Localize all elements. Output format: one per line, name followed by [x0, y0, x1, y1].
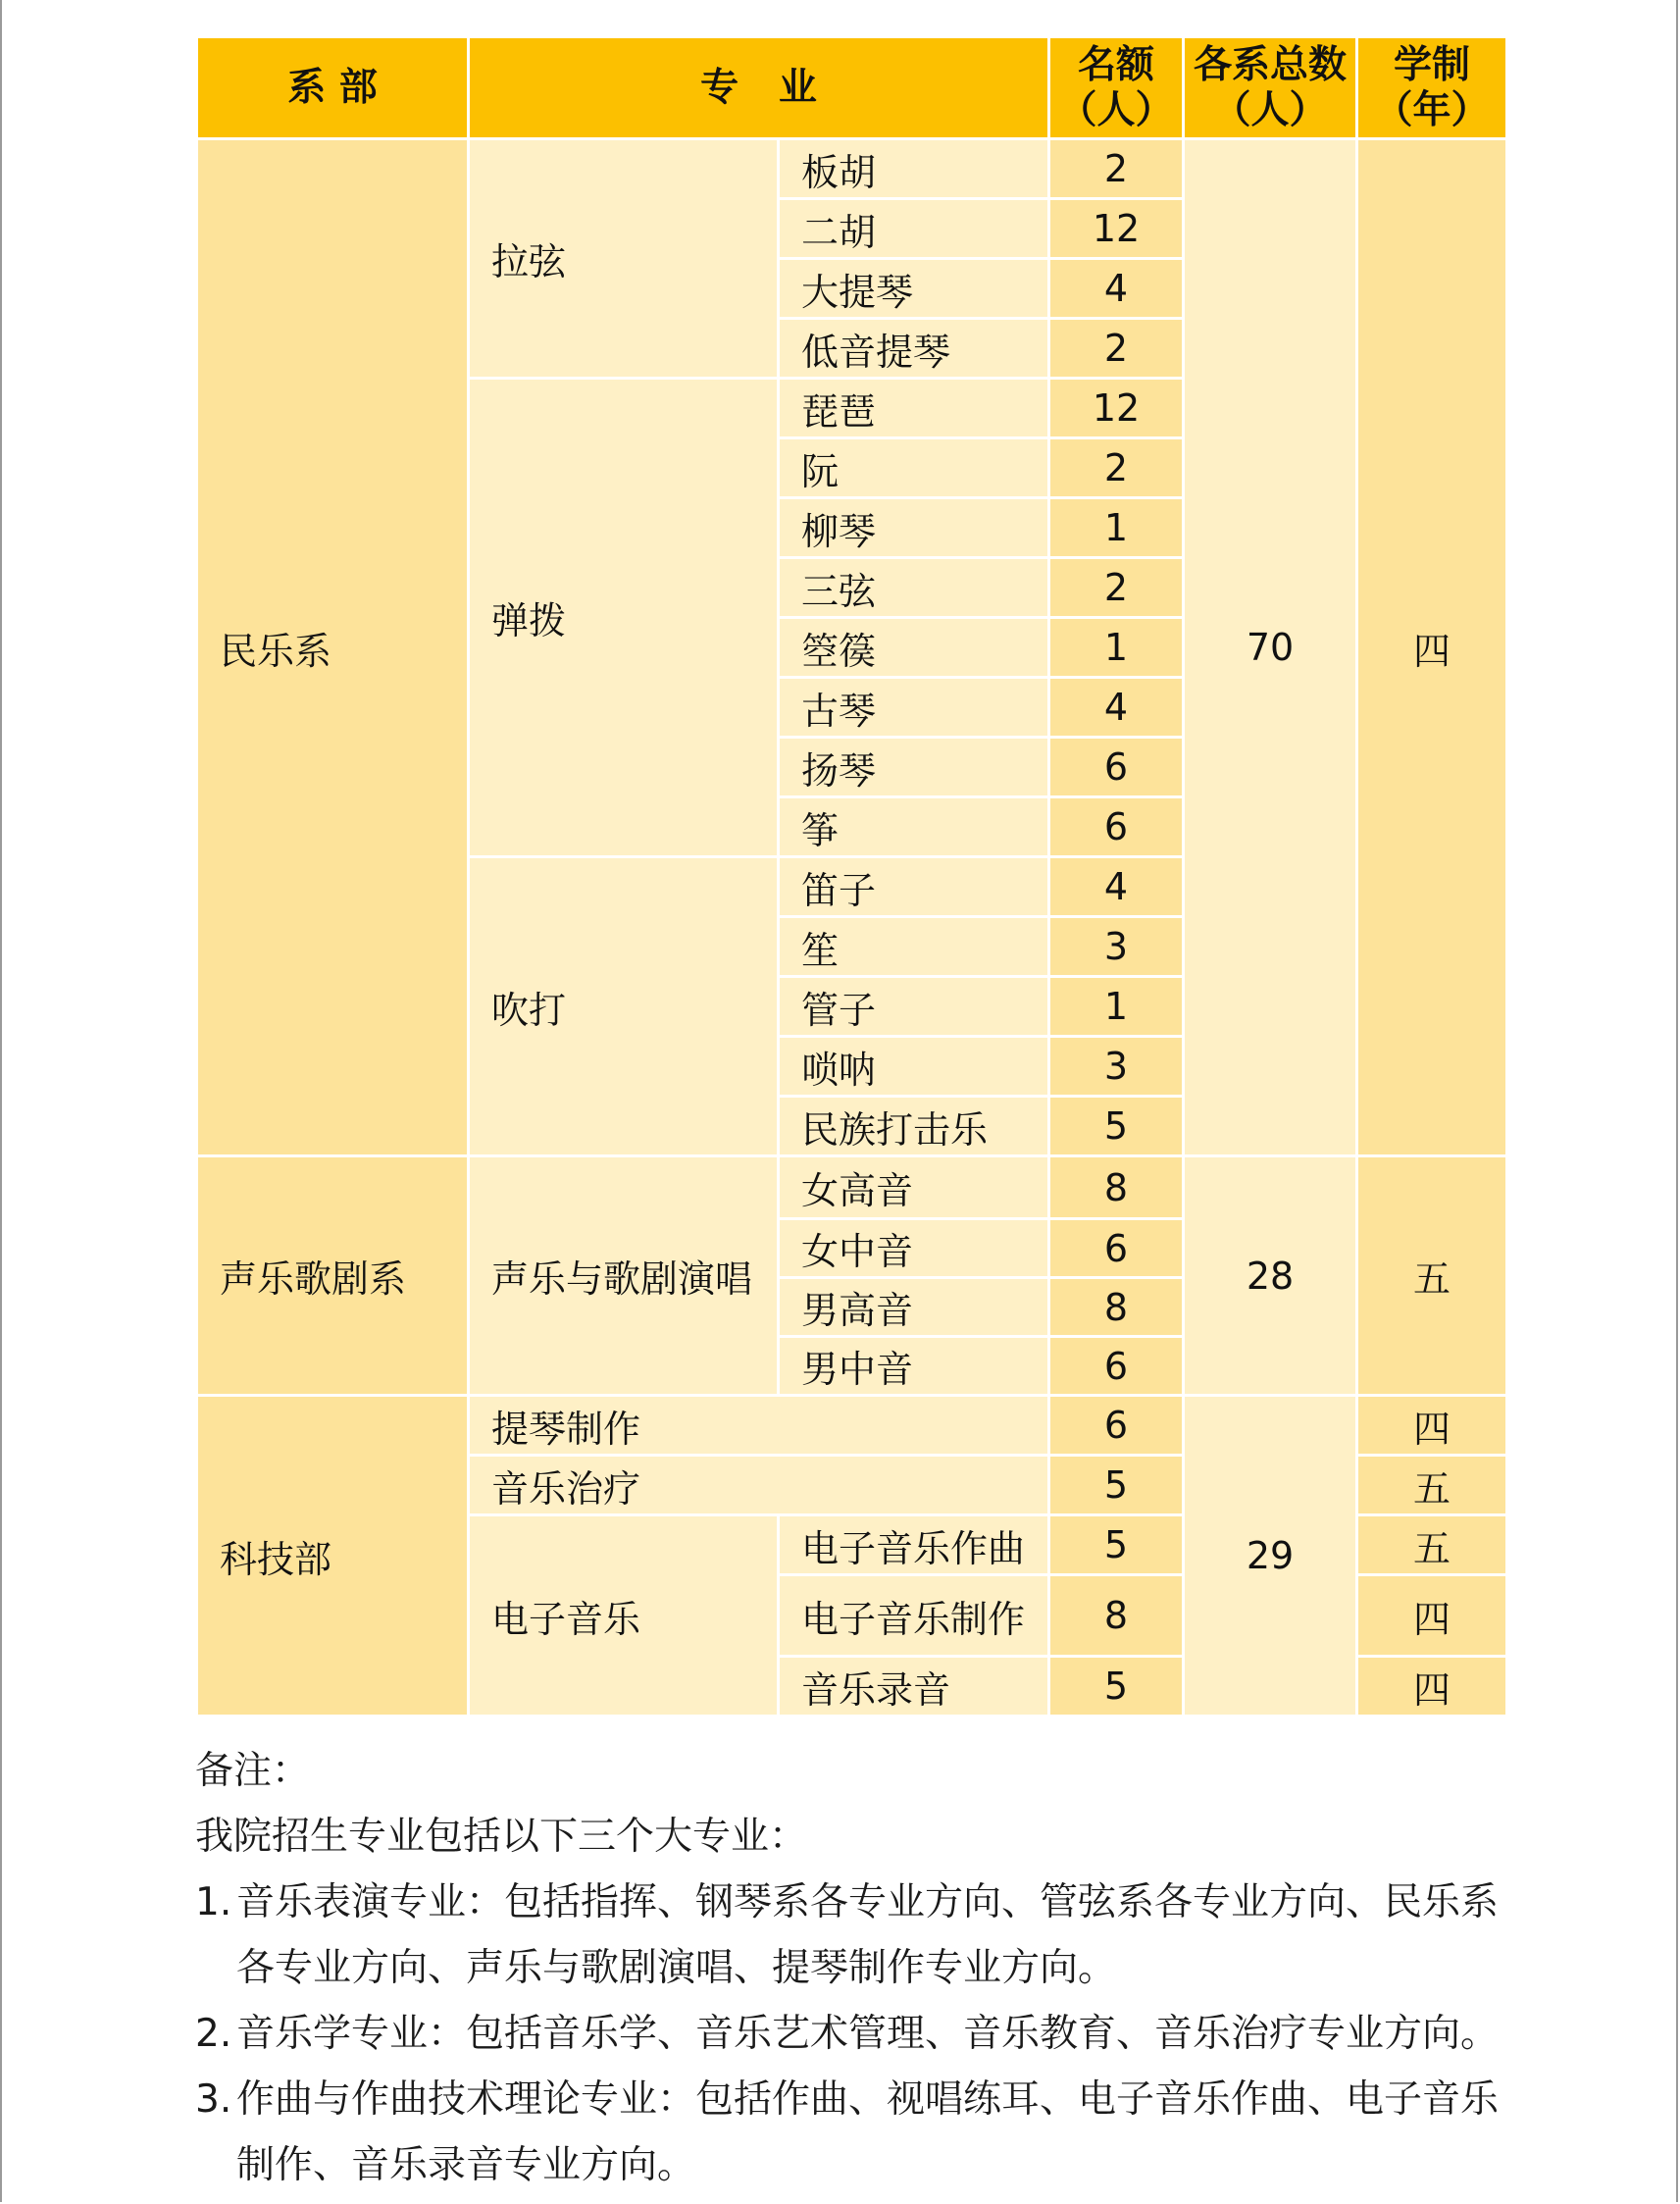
years-cell-minyue: 四: [1357, 139, 1507, 1156]
sub-cell: 扬琴: [779, 738, 1049, 797]
sub-cell: 低音提琴: [779, 319, 1049, 379]
quota-cell: 6: [1049, 1337, 1184, 1396]
header-quota-line1: 名额: [1078, 42, 1155, 87]
dept-cell-minyue: 民乐系: [197, 139, 469, 1156]
dept-cell-keji: 科技部: [197, 1396, 469, 1717]
total-cell-shengyue: 28: [1184, 1156, 1357, 1396]
header-total-line1: 各系总数: [1194, 42, 1348, 87]
total-cell-minyue: 70: [1184, 139, 1357, 1156]
total-cell-keji: 29: [1184, 1396, 1357, 1717]
quota-cell: 6: [1049, 1219, 1184, 1278]
header-total: [1184, 37, 1357, 139]
notes-item-number: 1.: [195, 1880, 232, 1924]
sub-cell: 管子: [779, 977, 1049, 1037]
quota-cell: 5: [1049, 1097, 1184, 1156]
header-years-line1: 学制: [1394, 42, 1471, 87]
header-total-line2: （人）: [1212, 87, 1328, 132]
sub-cell: 柳琴: [779, 498, 1049, 558]
admissions-table: [195, 35, 1508, 1717]
notes-item-text: 作曲与作曲技术理论专业：包括作曲、视唱练耳、电子音乐作曲、电子音乐制作、音乐录音专业方向。: [236, 2077, 1500, 2187]
major-cell-laxian: 拉弦: [469, 139, 779, 379]
sub-cell: 大提琴: [779, 259, 1049, 319]
notes-item: [195, 2067, 1529, 2198]
header-row: [197, 37, 1507, 139]
notes-section: [195, 1738, 1529, 2198]
quota-cell: 2: [1049, 319, 1184, 379]
quota-cell: 3: [1049, 1037, 1184, 1097]
years-cell: 四: [1357, 1575, 1507, 1657]
table-row: [197, 139, 1507, 199]
years-cell: 四: [1357, 1657, 1507, 1717]
notes-item: [195, 1870, 1529, 2001]
quota-cell: 12: [1049, 199, 1184, 259]
header-major: 专 业: [469, 37, 1049, 139]
quota-cell: 6: [1049, 1396, 1184, 1456]
quota-cell: 5: [1049, 1456, 1184, 1515]
major-cell-tanbo: 弹拨: [469, 379, 779, 857]
sub-cell: 箜篌: [779, 618, 1049, 678]
quota-cell: 8: [1049, 1156, 1184, 1219]
sub-cell: 男中音: [779, 1337, 1049, 1396]
quota-cell: 6: [1049, 797, 1184, 857]
years-cell: 五: [1357, 1515, 1507, 1575]
quota-cell: 5: [1049, 1515, 1184, 1575]
sub-cell: 琵琶: [779, 379, 1049, 438]
sub-cell: 板胡: [779, 139, 1049, 199]
header-quota-line2: （人）: [1058, 87, 1174, 132]
table-row: [197, 1156, 1507, 1219]
quota-cell: 4: [1049, 259, 1184, 319]
years-cell: 四: [1357, 1396, 1507, 1456]
sub-cell: 筝: [779, 797, 1049, 857]
quota-cell: 8: [1049, 1575, 1184, 1657]
major-cell-shengyue: 声乐与歌剧演唱: [469, 1156, 779, 1396]
sub-cell: 二胡: [779, 199, 1049, 259]
sub-cell: 电子音乐制作: [779, 1575, 1049, 1657]
notes-intro: 我院招生专业包括以下三个大专业：: [195, 1815, 808, 1859]
quota-cell: 5: [1049, 1657, 1184, 1717]
sub-cell: 笙: [779, 917, 1049, 977]
quota-cell: 1: [1049, 977, 1184, 1037]
major-cell-music-therapy: 音乐治疗: [469, 1456, 1049, 1515]
quota-cell: 12: [1049, 379, 1184, 438]
quota-cell: 1: [1049, 498, 1184, 558]
sub-cell: 电子音乐作曲: [779, 1515, 1049, 1575]
sub-cell: 古琴: [779, 678, 1049, 738]
quota-cell: 2: [1049, 139, 1184, 199]
quota-cell: 4: [1049, 857, 1184, 917]
quota-cell: 6: [1049, 738, 1184, 797]
table-row: [197, 1396, 1507, 1456]
quota-cell: 2: [1049, 558, 1184, 618]
major-cell-electronic: 电子音乐: [469, 1515, 779, 1717]
notes-item-text: 音乐学专业：包括音乐学、音乐艺术管理、音乐教育、音乐治疗专业方向。: [236, 2012, 1500, 2056]
notes-item-number: 3.: [195, 2077, 232, 2122]
header-years-line2: （年）: [1374, 87, 1490, 132]
years-cell-shengyue: 五: [1357, 1156, 1507, 1396]
major-cell-violin-making: 提琴制作: [469, 1396, 1049, 1456]
sub-cell: 三弦: [779, 558, 1049, 618]
notes-item: [195, 2001, 1529, 2067]
header-dept: 系 部: [197, 37, 469, 139]
notes-item-number: 2.: [195, 2012, 232, 2056]
sub-cell: 女中音: [779, 1219, 1049, 1278]
quota-cell: 1: [1049, 618, 1184, 678]
quota-cell: 4: [1049, 678, 1184, 738]
sub-cell: 阮: [779, 438, 1049, 498]
sub-cell: 音乐录音: [779, 1657, 1049, 1717]
sub-cell: 笛子: [779, 857, 1049, 917]
header-quota: [1049, 37, 1184, 139]
quota-cell: 3: [1049, 917, 1184, 977]
quota-cell: 2: [1049, 438, 1184, 498]
major-cell-chuida: 吹打: [469, 857, 779, 1156]
years-cell: 五: [1357, 1456, 1507, 1515]
header-years: [1357, 37, 1507, 139]
quota-cell: 8: [1049, 1278, 1184, 1337]
notes-title: 备注：: [195, 1749, 311, 1793]
sub-cell: 女高音: [779, 1156, 1049, 1219]
notes-item-text: 音乐表演专业：包括指挥、钢琴系各专业方向、管弦系各专业方向、民乐系各专业方向、声乐与歌剧演唱、提琴制作专业方向。: [236, 1880, 1500, 1990]
sub-cell: 唢呐: [779, 1037, 1049, 1097]
dept-cell-shengyue: 声乐歌剧系: [197, 1156, 469, 1396]
sub-cell: 民族打击乐: [779, 1097, 1049, 1156]
sub-cell: 男高音: [779, 1278, 1049, 1337]
